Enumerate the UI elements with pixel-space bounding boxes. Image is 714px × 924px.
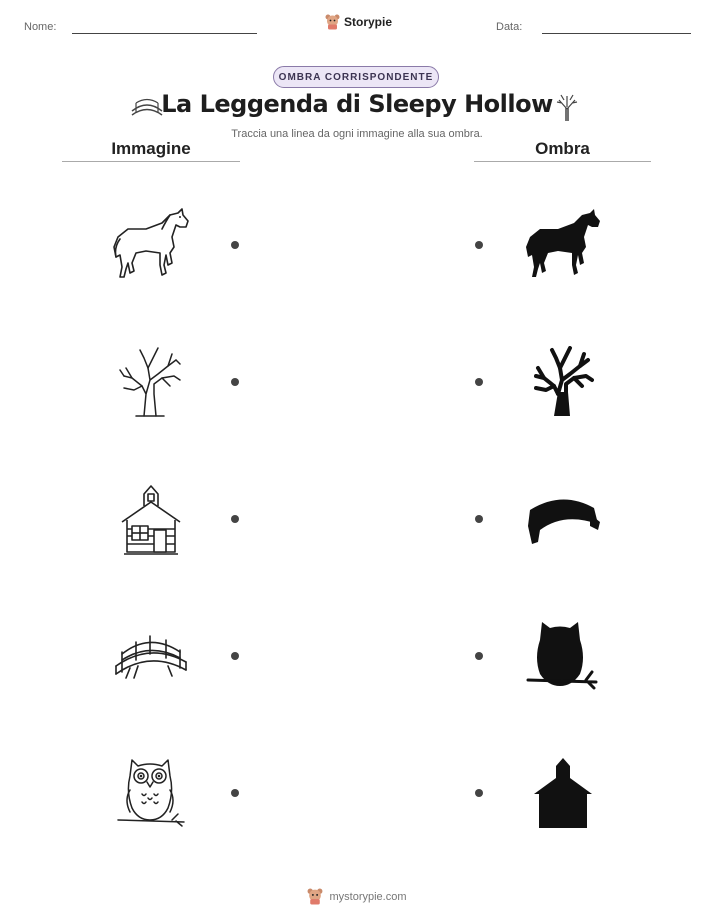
- bear-mascot-icon: [307, 888, 323, 905]
- owl-shadow: [526, 618, 598, 692]
- schoolhouse-drawing: [120, 484, 182, 556]
- right-connector-dot[interactable]: [475, 241, 483, 249]
- left-connector-dot[interactable]: [231, 652, 239, 660]
- horse-shadow: [522, 207, 604, 281]
- date-label: Data:: [496, 21, 523, 33]
- column-divider-left: [62, 161, 240, 162]
- left-connector-dot[interactable]: [231, 378, 239, 386]
- instructions: Traccia una linea da ogni immagine alla sua ombra.: [231, 128, 483, 140]
- bridge-shadow: [524, 490, 602, 546]
- left-connector-dot[interactable]: [231, 241, 239, 249]
- column-divider-right: [474, 161, 651, 162]
- left-connector-dot[interactable]: [231, 789, 239, 797]
- bridge-drawing: [112, 628, 190, 682]
- right-connector-dot[interactable]: [475, 652, 483, 660]
- bear-mascot-icon: [325, 14, 340, 30]
- column-header-image: Immagine: [111, 139, 191, 158]
- brand-name: Storypie: [344, 15, 393, 29]
- activity-badge: OMBRA CORRISPONDENTE: [273, 66, 439, 88]
- right-connector-dot[interactable]: [475, 378, 483, 386]
- brand-logo: [325, 14, 392, 30]
- left-connector-dot[interactable]: [231, 515, 239, 523]
- tree-drawing: [118, 346, 182, 418]
- tree-icon: [554, 92, 580, 122]
- right-connector-dot[interactable]: [475, 789, 483, 797]
- name-line[interactable]: [72, 33, 257, 34]
- date-line[interactable]: [542, 33, 691, 34]
- name-label: Nome:: [24, 21, 57, 33]
- horse-drawing: [110, 207, 192, 281]
- tree-shadow: [530, 346, 594, 418]
- right-connector-dot[interactable]: [475, 515, 483, 523]
- column-header-shadow: Ombra: [535, 139, 590, 158]
- schoolhouse-shadow: [532, 756, 594, 830]
- footer: [0, 888, 714, 905]
- owl-drawing: [116, 754, 186, 830]
- page-title: La Leggenda di Sleepy Hollow: [161, 90, 553, 118]
- footer-url[interactable]: mystorypie.com: [329, 890, 407, 903]
